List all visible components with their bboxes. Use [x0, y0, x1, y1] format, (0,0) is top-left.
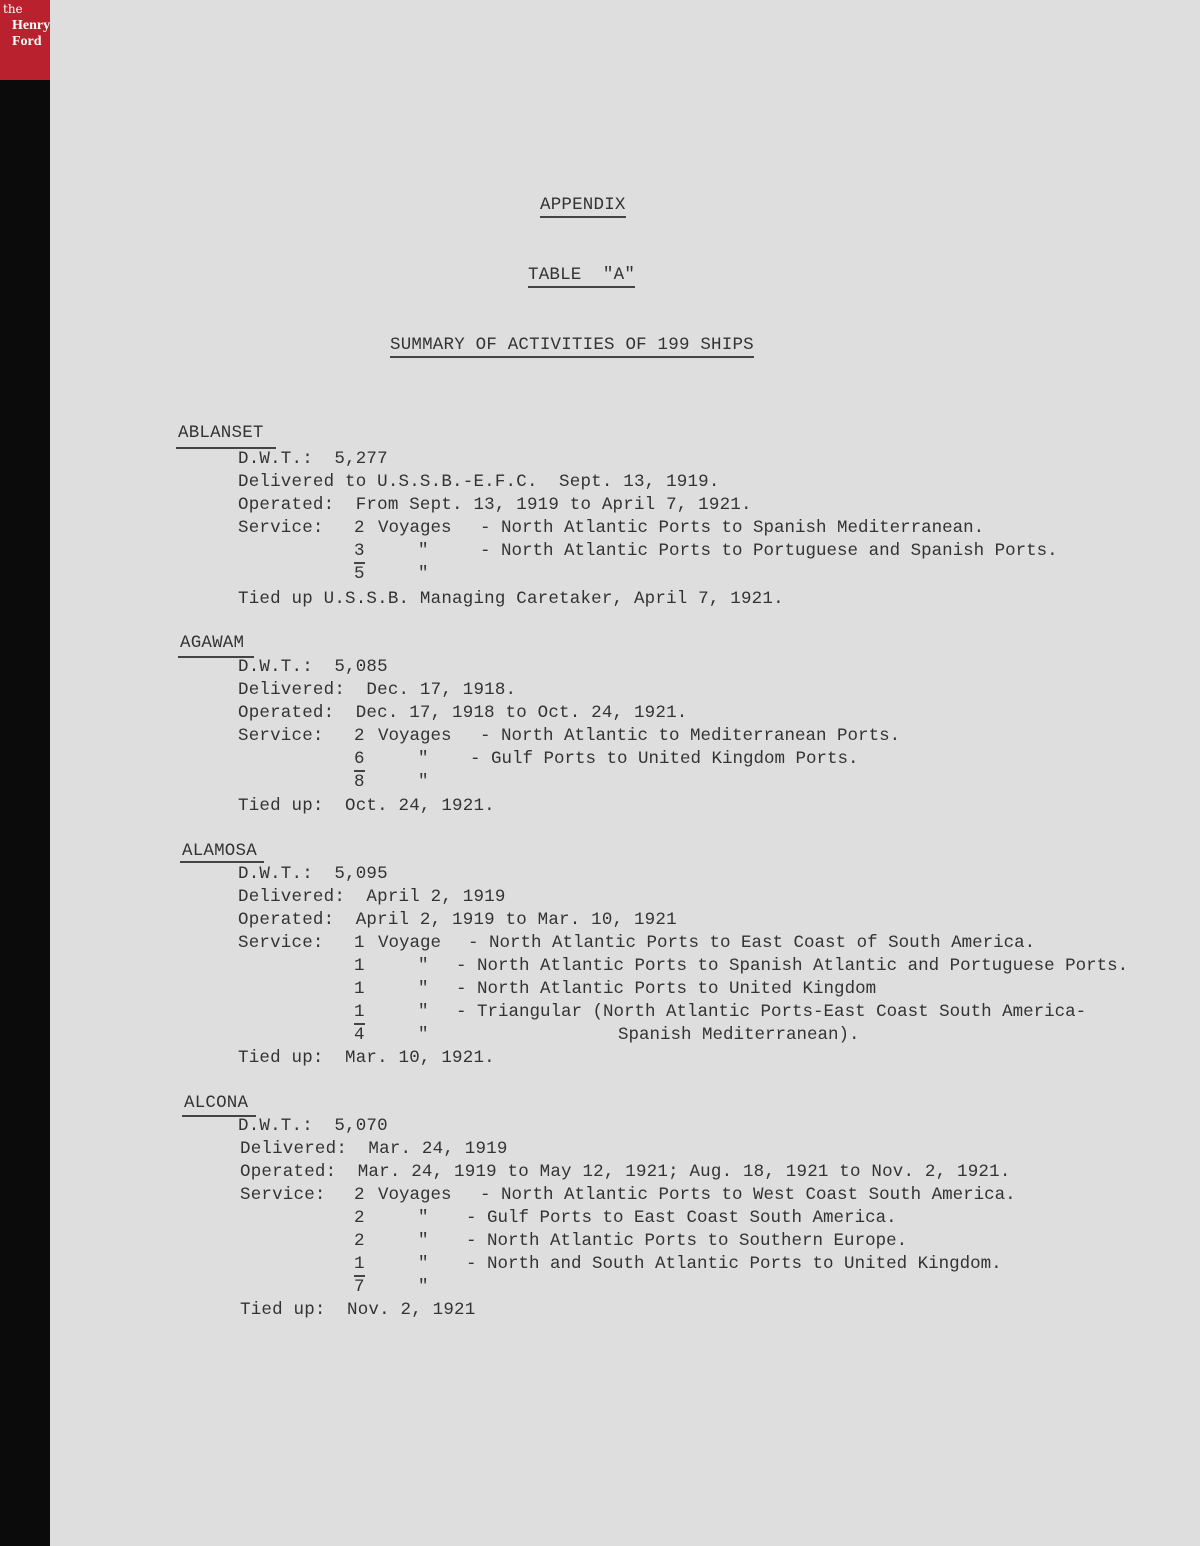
voyage-route: - North Atlantic Ports to West Coast South America.	[480, 1185, 1016, 1205]
ship-operated: Operated: From Sept. 13, 1919 to April 7, 1921.	[238, 495, 752, 515]
voyage-count: 1	[354, 1253, 365, 1277]
voyage-unit: "	[418, 1231, 429, 1251]
voyage-unit: Voyages	[378, 1185, 452, 1205]
table-heading: TABLE "A"	[528, 264, 635, 288]
voyage-route: - North Atlantic Ports to Spanish Mediterranean.	[480, 518, 985, 538]
ship-operated: Operated: Mar. 24, 1919 to May 12, 1921; Aug. 18, 1921 to Nov. 2, 1921.	[240, 1162, 1011, 1182]
voyage-count: 1	[354, 1001, 365, 1025]
voyage-total: 5	[354, 564, 365, 584]
voyage-unit: "	[418, 541, 429, 561]
voyage-count: 2	[354, 1185, 365, 1205]
summary-heading: SUMMARY OF ACTIVITIES OF 199 SHIPS	[390, 334, 754, 358]
voyage-route-continuation: Spanish Mediterranean).	[618, 1025, 860, 1045]
ship-tied-up: Tied up: Mar. 10, 1921.	[238, 1048, 495, 1068]
ship-operated: Operated: April 2, 1919 to Mar. 10, 1921	[238, 910, 677, 930]
voyage-count: 2	[354, 1231, 365, 1251]
voyage-count: 6	[354, 748, 365, 772]
service-label: Service:	[240, 1185, 326, 1205]
appendix-heading: APPENDIX	[540, 194, 626, 218]
voyage-total: 7	[354, 1277, 365, 1297]
voyage-route: - North Atlantic Ports to Portuguese and Spanish Ports.	[480, 541, 1058, 561]
ship-operated: Operated: Dec. 17, 1918 to Oct. 24, 1921.	[238, 703, 688, 723]
voyage-unit: "	[418, 1002, 429, 1022]
voyage-unit: Voyage	[378, 933, 442, 953]
ship-tied-up: Tied up U.S.S.B. Managing Caretaker, April 7, 1921.	[238, 589, 784, 609]
voyage-count: 2	[354, 1208, 365, 1228]
voyage-route: - Triangular (North Atlantic Ports-East Coast South America-	[456, 1002, 1087, 1022]
voyage-count: 1	[354, 956, 365, 976]
ship-tied-up: Tied up: Oct. 24, 1921.	[238, 796, 495, 816]
document-page	[50, 0, 1200, 1546]
logo-line-1: the	[3, 2, 23, 16]
ship-name: ALAMOSA	[182, 841, 257, 861]
voyage-total-unit: "	[418, 1025, 429, 1045]
voyage-unit: Voyages	[378, 726, 452, 746]
voyage-route: - North Atlantic Ports to Southern Europe.	[466, 1231, 908, 1251]
ship-delivered: Delivered: Dec. 17, 1918.	[238, 680, 517, 700]
ship-dwt: D.W.T.: 5,070	[238, 1116, 388, 1136]
voyage-route: - North Atlantic Ports to East Coast of South America.	[468, 933, 1036, 953]
voyage-unit: "	[418, 979, 429, 999]
voyage-total: 8	[354, 772, 365, 792]
voyage-count: 1	[354, 933, 365, 953]
voyage-count: 3	[354, 540, 365, 564]
ship-delivered: Delivered to U.S.S.B.-E.F.C. Sept. 13, 1919.	[238, 472, 720, 492]
voyage-route: - North Atlantic to Mediterranean Ports.	[480, 726, 901, 746]
ship-name: ALCONA	[184, 1093, 249, 1113]
voyage-total: 4	[354, 1025, 365, 1045]
logo-line-2: Henry	[12, 18, 50, 33]
voyage-route: - Gulf Ports to East Coast South America.	[466, 1208, 897, 1228]
voyage-route: - North Atlantic Ports to Spanish Atlantic and Portuguese Ports.	[456, 956, 1129, 976]
ship-name: AGAWAM	[180, 633, 245, 653]
ship-tied-up: Tied up: Nov. 2, 1921	[240, 1300, 476, 1320]
ship-dwt: D.W.T.: 5,095	[238, 864, 388, 884]
voyage-count: 1	[354, 979, 365, 999]
ship-name: ABLANSET	[178, 423, 264, 443]
ship-delivered: Delivered: April 2, 1919	[238, 887, 506, 907]
henry-ford-logo	[0, 0, 50, 80]
service-label: Service:	[238, 518, 324, 538]
voyage-unit: Voyages	[378, 518, 452, 538]
voyage-route: - North Atlantic Ports to United Kingdom	[456, 979, 877, 999]
service-label: Service:	[238, 933, 324, 953]
ship-delivered: Delivered: Mar. 24, 1919	[240, 1139, 508, 1159]
voyage-unit: "	[418, 749, 429, 769]
ship-dwt: D.W.T.: 5,085	[238, 657, 388, 677]
voyage-route: - North and South Atlantic Ports to United Kingdom.	[466, 1254, 1002, 1274]
ship-dwt: D.W.T.: 5,277	[238, 449, 388, 469]
logo-line-3: Ford	[12, 34, 42, 49]
voyage-unit: "	[418, 1254, 429, 1274]
voyage-count: 2	[354, 518, 365, 538]
voyage-unit: "	[418, 1208, 429, 1228]
voyage-total-unit: "	[418, 772, 429, 792]
voyage-route: - Gulf Ports to United Kingdom Ports.	[470, 749, 859, 769]
voyage-unit: "	[418, 956, 429, 976]
service-label: Service:	[238, 726, 324, 746]
voyage-total-unit: "	[418, 564, 429, 584]
voyage-count: 2	[354, 726, 365, 746]
voyage-total-unit: "	[418, 1277, 429, 1297]
